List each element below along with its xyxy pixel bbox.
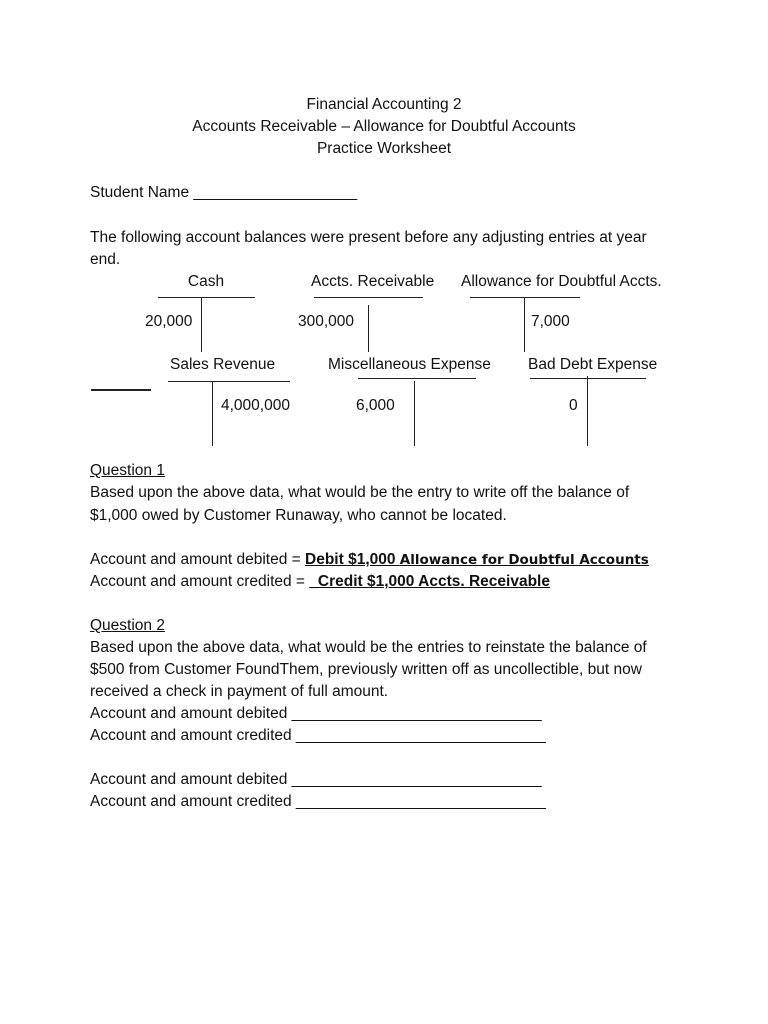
t-account-top-rule bbox=[358, 378, 476, 379]
course-title: Financial Accounting 2 bbox=[306, 96, 462, 113]
t-account-credit-value: 4,000,000 bbox=[221, 397, 290, 414]
question-2-line-1: Based upon the above data, what would be the entries to reinstate the balance of bbox=[90, 639, 647, 656]
blank-rule bbox=[91, 389, 151, 391]
t-account-debit-value: 300,000 bbox=[298, 313, 355, 330]
t-account-top-rule bbox=[530, 378, 646, 379]
question-2-debit-field-2[interactable]: Account and amount debited _____________________________ bbox=[90, 771, 542, 788]
question-2-credit-field-2[interactable]: Account and amount credited _____________________________ bbox=[90, 793, 546, 810]
t-account-title: Allowance for Doubtful Accts. bbox=[461, 273, 662, 290]
t-account-divider bbox=[212, 381, 213, 446]
credited-label: Account and amount credited = bbox=[90, 573, 310, 590]
t-account-title: Bad Debt Expense bbox=[528, 356, 658, 373]
t-account-divider bbox=[201, 297, 202, 352]
worksheet-subtitle: Practice Worksheet bbox=[316, 140, 452, 157]
t-account-debit-value: 6,000 bbox=[356, 397, 395, 414]
credited-answer[interactable]: _Credit $1,000 Accts. Receivable bbox=[309, 573, 550, 590]
t-account-debit-value: 0 bbox=[569, 397, 578, 414]
t-account-divider bbox=[524, 297, 525, 352]
t-account-divider bbox=[368, 305, 369, 352]
question-1-credit-row bbox=[90, 573, 550, 590]
t-account-credit-value: 7,000 bbox=[531, 313, 570, 330]
t-account-top-rule bbox=[158, 297, 255, 298]
topic-title: Accounts Receivable – Allowance for Doubtful Accounts bbox=[192, 118, 576, 135]
t-account-top-rule bbox=[314, 297, 423, 298]
debited-label: Account and amount debited = bbox=[90, 551, 306, 568]
t-account-divider bbox=[414, 381, 415, 446]
debited-answer-amount: Debit $1,000 bbox=[305, 551, 400, 568]
question-1-line-2: $1,000 owed by Customer Runaway, who cannot be located. bbox=[90, 507, 507, 524]
intro-line-1: The following account balances were present before any adjusting entries at year bbox=[90, 229, 647, 246]
question-2-credit-field-1[interactable]: Account and amount credited _____________________________ bbox=[90, 727, 546, 744]
question-2-line-2: $500 from Customer FoundThem, previously written off as uncollectible, but now bbox=[90, 661, 642, 678]
question-1-heading: Question 1 bbox=[90, 462, 165, 479]
question-1-debit-row bbox=[90, 551, 649, 568]
debited-answer[interactable] bbox=[305, 551, 649, 568]
question-1-line-1: Based upon the above data, what would be the entry to write off the balance of bbox=[90, 484, 630, 501]
t-account-debit-value: 20,000 bbox=[145, 313, 193, 330]
question-2-debit-field-1[interactable]: Account and amount debited _____________________________ bbox=[90, 705, 542, 722]
t-account-top-rule bbox=[168, 381, 290, 382]
t-account-top-rule bbox=[470, 297, 580, 298]
student-name-field[interactable]: Student Name ___________________ bbox=[90, 184, 358, 201]
debited-answer-account: Allowance for Doubtful Accounts bbox=[399, 552, 649, 568]
t-account-title: Cash bbox=[187, 273, 225, 290]
question-2-heading: Question 2 bbox=[90, 617, 165, 634]
t-account-title: Miscellaneous Expense bbox=[328, 356, 491, 373]
t-account-title: Sales Revenue bbox=[170, 356, 276, 373]
t-account-title: Accts. Receivable bbox=[311, 273, 435, 290]
t-account-divider bbox=[587, 376, 588, 446]
question-2-line-3: received a check in payment of full amount. bbox=[90, 683, 389, 700]
intro-line-2: end. bbox=[90, 251, 121, 268]
